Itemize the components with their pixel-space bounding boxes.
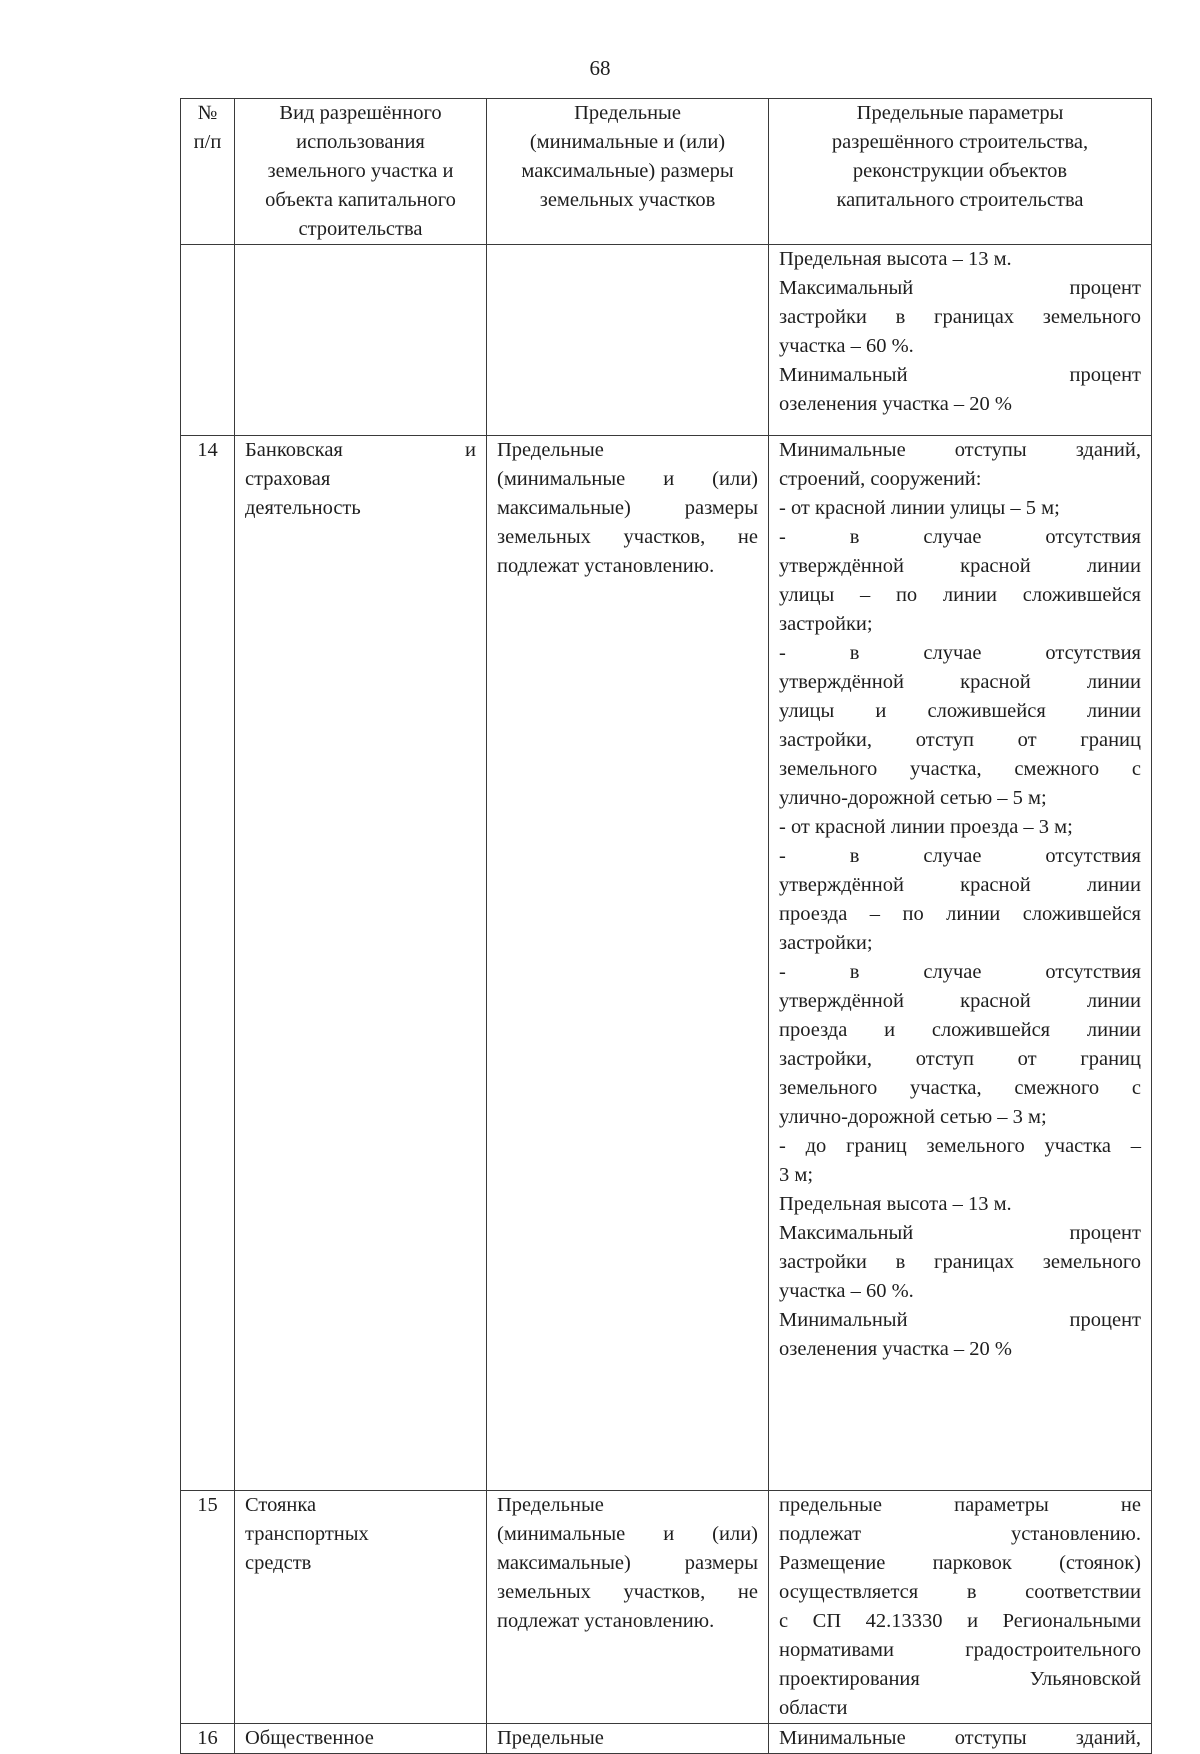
plot-sizes-line: подлежат установлению. (497, 1610, 715, 1632)
parameters-line: застройки; (779, 613, 873, 635)
use-type-cell (235, 1724, 487, 1754)
parameters-line: Размещение парковок (стоянок) (779, 1552, 1141, 1574)
plot-sizes-line: земельных участков, не (497, 1581, 758, 1603)
page-number: 68 (589, 56, 611, 80)
use-type-line: деятельность (245, 497, 361, 519)
row-number (181, 245, 235, 436)
plot-sizes-line: земельных участков, не (497, 526, 758, 548)
use-type-line: средств (245, 1552, 312, 1574)
parameters-line: озеленения участка – 20 % (779, 1338, 1013, 1360)
parameters-line: Максимальный процент (779, 1222, 1141, 1244)
parameters-line: застройки, отступ от границ (779, 729, 1141, 751)
table-row (181, 245, 1152, 436)
parameters-line: осуществляется в соответствии (779, 1581, 1141, 1603)
row-number: 14 (181, 436, 235, 1491)
plot-sizes-cell (487, 1724, 769, 1754)
parameters-line: Максимальный процент (779, 277, 1141, 299)
plot-sizes-cell (487, 245, 769, 436)
row-number: 16 (181, 1724, 235, 1754)
plot-sizes-line: максимальные) размеры (497, 1552, 758, 1574)
use-type-cell (235, 1491, 487, 1724)
parameters-line: проезда и сложившейся линии (779, 1019, 1141, 1041)
parameters-line: озеленения участка – 20 % (779, 393, 1013, 415)
parameters-line: Минимальные отступы зданий, (779, 439, 1141, 461)
parameters-line: Минимальный процент (779, 1309, 1141, 1331)
parameters-line: области (779, 1697, 848, 1719)
parameters-line: Минимальный процент (779, 364, 1141, 386)
regulations-table (180, 98, 1152, 1754)
plot-sizes-line: (минимальные и (или) (497, 1523, 758, 1545)
use-type-line: Банковская и (245, 439, 476, 461)
plot-sizes-line: Предельные (497, 439, 604, 461)
use-type-cell (235, 436, 487, 1491)
parameters-cell (769, 1724, 1152, 1754)
table-row (181, 436, 1152, 1491)
parameters-line: утверждённой красной линии (779, 555, 1141, 577)
parameters-line: - в случае отсутствия (779, 526, 1141, 548)
parameters-line: 3 м; (779, 1164, 814, 1186)
parameters-line: проектирования Ульяновской (779, 1668, 1141, 1690)
plot-sizes-line: Предельные (497, 1494, 604, 1516)
parameters-line: застройки в границах земельного (779, 1251, 1141, 1273)
row-number: 15 (181, 1491, 235, 1724)
parameters-line: строений, сооружений: (779, 468, 982, 490)
header-parameters: Предельные параметры разрешённого строительства, реконструкции объектов капитального строительства (769, 99, 1152, 245)
parameters-line: земельного участка, смежного с (779, 1077, 1141, 1099)
plot-sizes-line: подлежат установлению. (497, 555, 715, 577)
parameters-line: утверждённой красной линии (779, 671, 1141, 693)
parameters-line: с СП 42.13330 и Региональными (779, 1610, 1141, 1632)
parameters-line: - в случае отсутствия (779, 642, 1141, 664)
parameters-line: участка – 60 %. (779, 335, 914, 357)
parameters-line: подлежат установлению. (779, 1523, 1141, 1545)
parameters-line: - в случае отсутствия (779, 961, 1141, 983)
parameters-line: Предельная высота – 13 м. (779, 248, 1012, 270)
parameters-line: застройки, отступ от границ (779, 1048, 1141, 1070)
use-type-cell (235, 245, 487, 436)
table-header-row (181, 99, 1152, 245)
parameters-line: улично-дорожной сетью – 5 м; (779, 787, 1047, 809)
parameters-line: улицы и сложившейся линии (779, 700, 1141, 722)
parameters-cell (769, 245, 1152, 436)
parameters-line: улично-дорожной сетью – 3 м; (779, 1106, 1047, 1128)
parameters-line: утверждённой красной линии (779, 874, 1141, 896)
parameters-line: застройки в границах земельного (779, 306, 1141, 328)
plot-sizes-line: максимальные) размеры (497, 497, 758, 519)
header-use-type: Вид разрешённого использования земельного участка и объекта капитального строительства (235, 99, 487, 245)
header-num: № п/п (181, 99, 235, 245)
table-row (181, 1491, 1152, 1724)
parameters-line: - от красной линии улицы – 5 м; (779, 497, 1060, 519)
parameters-line: - до границ земельного участка – (779, 1135, 1141, 1157)
plot-sizes-line: (минимальные и (или) (497, 468, 758, 490)
parameters-line: застройки; (779, 932, 873, 954)
parameters-line: предельные параметры не (779, 1494, 1141, 1516)
parameters-line: нормативами градостроительного (779, 1639, 1141, 1661)
use-type-line: Общественное (245, 1727, 374, 1749)
parameters-line: улицы – по линии сложившейся (779, 584, 1141, 606)
table-row (181, 1724, 1152, 1754)
parameters-cell (769, 436, 1152, 1491)
use-type-line: страховая (245, 468, 331, 490)
plot-sizes-line: Предельные (497, 1727, 604, 1749)
parameters-line: утверждённой красной линии (779, 990, 1141, 1012)
header-plot-sizes: Предельные (минимальные и (или) максимальные) размеры земельных участков (487, 99, 769, 245)
parameters-line: проезда – по линии сложившейся (779, 903, 1141, 925)
plot-sizes-cell (487, 1491, 769, 1724)
parameters-line: - от красной линии проезда – 3 м; (779, 816, 1073, 838)
parameters-line: Предельная высота – 13 м. (779, 1193, 1012, 1215)
parameters-line: Минимальные отступы зданий, (779, 1727, 1141, 1749)
parameters-line: участка – 60 %. (779, 1280, 914, 1302)
parameters-cell (769, 1491, 1152, 1724)
use-type-line: транспортных (245, 1523, 369, 1545)
parameters-line: - в случае отсутствия (779, 845, 1141, 867)
use-type-line: Стоянка (245, 1494, 317, 1516)
parameters-line: земельного участка, смежного с (779, 758, 1141, 780)
plot-sizes-cell (487, 436, 769, 1491)
